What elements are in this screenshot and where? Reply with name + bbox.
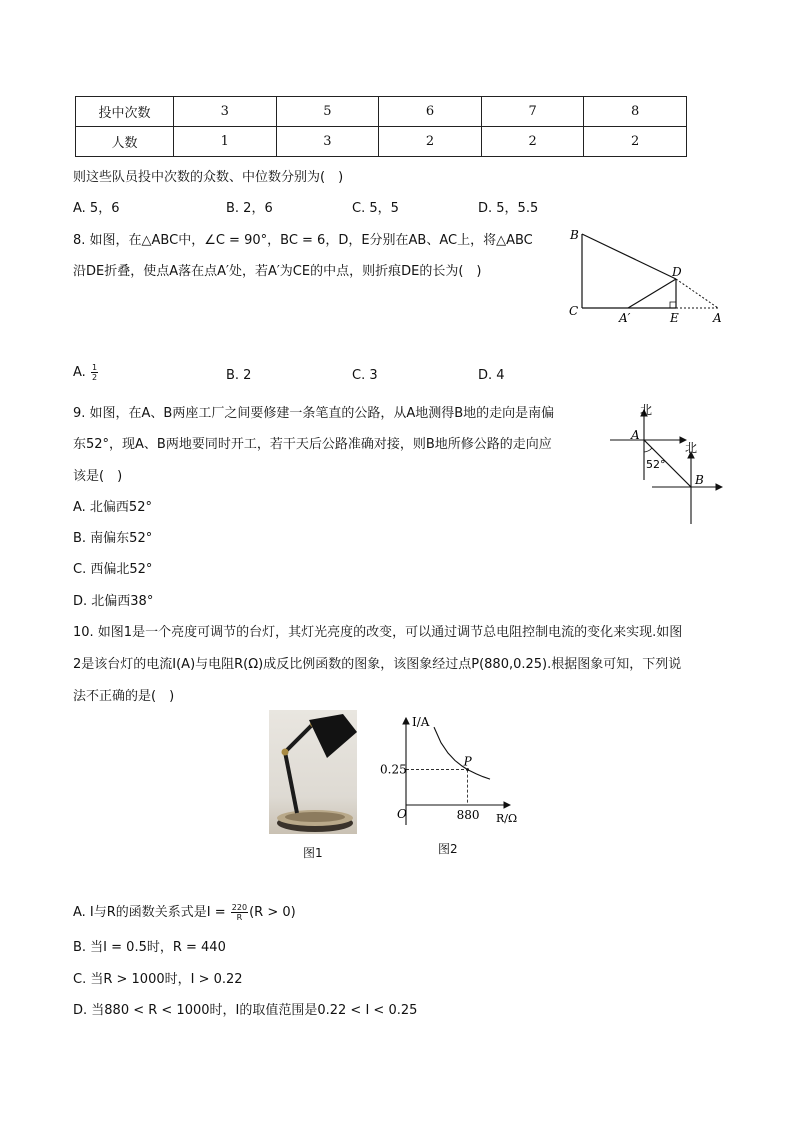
y-axis-label: I/A — [412, 715, 430, 729]
q9-option-d: D. 北偏西38° — [73, 594, 154, 609]
label-b: B — [570, 228, 579, 242]
q10-option-d: D. 当880 < R < 1000时，I的取值范围是0.22 < I < 0.25 — [73, 1003, 418, 1018]
fraction-denominator: R — [236, 913, 243, 922]
q7-option-a: A. 5，6 — [73, 201, 120, 216]
q9-question-line1: 9. 如图，在A、B两座工厂之间要修建一条笔直的公路，从A地测得B地的走向是南偏 — [73, 406, 555, 421]
fraction — [91, 363, 98, 382]
label-c: C — [569, 304, 579, 318]
desk-lamp-photo — [269, 710, 357, 834]
x-axis-label: R/Ω — [496, 812, 518, 825]
table-row — [76, 97, 687, 127]
fraction-numerator: 220 — [231, 903, 248, 912]
q10-question-line1: 10. 如图1是一个亮度可调节的台灯，其灯光亮度的改变，可以通过调节总电阻控制电流的变化来实现.如图 — [73, 625, 683, 640]
table-cell: 1 — [174, 127, 277, 157]
q8-option-b: B. 2 — [226, 368, 252, 383]
q8-question-line1: 8. 如图，在△ABC中，∠C = 90°，BC = 6，D，E分别在AB、AC上，将△ABC — [73, 233, 533, 248]
inverse-function-chart — [376, 710, 536, 830]
north-label-b: 北 — [685, 441, 698, 455]
q9-option-a: A. 北偏西52° — [73, 500, 152, 515]
q8-question-line2: 沿DE折叠，使点A落在点A′处，若A′为CE的中点，则折痕DE的长为( ) — [73, 264, 482, 279]
table-row-header: 人数 — [76, 127, 174, 157]
table-cell: 6 — [379, 97, 482, 127]
table-cell: 2 — [481, 127, 584, 157]
north-label-a: 北 — [640, 403, 653, 417]
fraction-denominator: 2 — [91, 373, 98, 382]
q10-option-a-suffix: (R > 0) — [249, 905, 296, 920]
q10-option-a-prefix: A. I与R的函数关系式是I = — [73, 905, 230, 920]
label-point-b: B — [695, 473, 704, 487]
y-tick-label: 0.25 — [380, 762, 407, 777]
x-tick-label: 880 — [456, 808, 480, 822]
q10-option-a — [73, 901, 296, 922]
q7-question: 则这些队员投中次数的众数、中位数分别为( ) — [73, 170, 344, 185]
q10-question-line3: 法不正确的是( ) — [73, 689, 175, 704]
table-row — [76, 127, 687, 157]
q7-option-c: C. 5，5 — [352, 201, 399, 216]
q10-question-line2: 2是该台灯的电流I(A)与电阻R(Ω)成反比例函数的图象，该图象经过点P(880,0.25).根据图象可知，下列说 — [73, 657, 682, 672]
point-p-label: P — [463, 754, 472, 769]
label-point-a: A — [631, 428, 640, 442]
q8-option-a — [73, 363, 99, 382]
q9-option-b: B. 南偏东52° — [73, 531, 153, 546]
point-p — [466, 768, 469, 771]
inverse-curve — [434, 727, 490, 779]
angle-label: 52° — [646, 458, 666, 471]
q8-triangle-figure — [566, 224, 726, 324]
table-cell: 2 — [379, 127, 482, 157]
table-cell: 8 — [584, 97, 687, 127]
q9-question-line2: 东52°，现A、B两地要同时开工，若干天后公路准确对接，则B地所修公路的走向应 — [73, 437, 552, 452]
q7-option-b: B. 2，6 — [226, 201, 273, 216]
table-row-header: 投中次数 — [76, 97, 174, 127]
q8-option-c: C. 3 — [352, 368, 378, 383]
table-cell: 3 — [174, 97, 277, 127]
label-e: E — [670, 311, 679, 324]
score-table — [75, 96, 687, 157]
label-d: D — [672, 265, 682, 279]
q8-option-a-prefix: A. — [73, 365, 90, 380]
label-a: A — [713, 311, 722, 324]
fraction — [231, 903, 248, 922]
q9-question-line3: 该是( ) — [73, 469, 123, 484]
table-cell: 3 — [276, 127, 379, 157]
q9-direction-figure — [604, 398, 728, 526]
table-cell: 2 — [584, 127, 687, 157]
table-cell: 7 — [481, 97, 584, 127]
desk-lamp-icon — [269, 710, 357, 834]
label-a-prime: A′ — [619, 311, 631, 324]
table-cell: 5 — [276, 97, 379, 127]
fraction-numerator: 1 — [91, 363, 98, 372]
figure-2-caption: 图2 — [438, 842, 458, 856]
figure-1-caption: 图1 — [303, 846, 323, 860]
q8-option-d: D. 4 — [478, 368, 505, 383]
origin-label: O — [397, 807, 407, 821]
q7-option-d: D. 5，5.5 — [478, 201, 539, 216]
q10-option-b: B. 当I = 0.5时，R = 440 — [73, 940, 226, 955]
q10-option-c: C. 当R > 1000时，I > 0.22 — [73, 972, 243, 987]
q9-option-c: C. 西偏北52° — [73, 562, 153, 577]
